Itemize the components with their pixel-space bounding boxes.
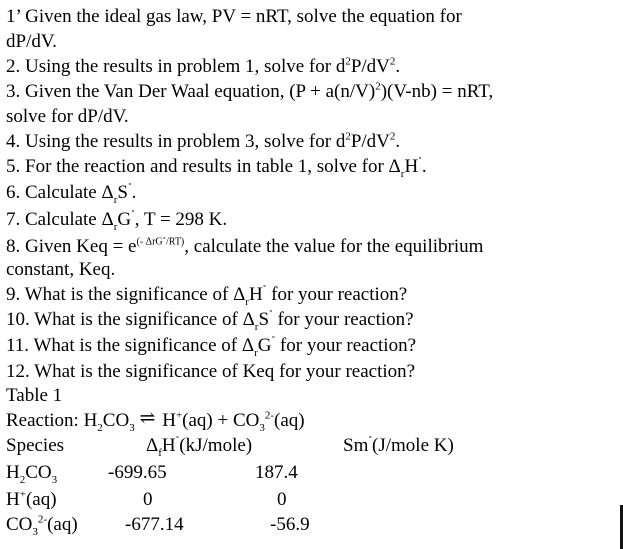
problem-number: 8. <box>6 236 21 257</box>
subscript: r <box>254 346 258 359</box>
problem-text: Calculate Δ <box>25 182 114 203</box>
problem-text: P/dV <box>350 56 390 77</box>
reaction-label: Reaction: <box>6 410 84 431</box>
table-title: Table 1 <box>6 385 63 406</box>
problem-1-continued <box>6 31 57 53</box>
problem-number: 10. <box>6 309 30 330</box>
problem-text: Using the results in problem 1, solve for d <box>25 56 346 77</box>
formula: (aq) <box>274 410 305 431</box>
superscript: 2 <box>345 130 351 143</box>
superscript: 2 <box>345 55 351 68</box>
problem-text: for your reaction? <box>266 284 408 305</box>
symbol: Sm <box>343 435 369 456</box>
problem-number: 3. <box>6 81 21 102</box>
problem-8 <box>6 236 483 258</box>
superscript: + <box>175 409 183 422</box>
problem-3-continued <box>6 106 129 128</box>
table-row-entropy: 187.4 <box>255 462 298 483</box>
superscript: 2- <box>37 513 48 526</box>
subscript: f <box>158 446 162 459</box>
subscript: 3 <box>32 525 38 538</box>
problem-text: Given the ideal gas law, PV = nRT, solve the equation for <box>25 6 462 27</box>
formula: H <box>83 410 98 431</box>
formula: CO <box>25 462 52 483</box>
problem-10 <box>6 309 414 331</box>
problem-text: Using the results in problem 3, solve for d <box>25 131 346 152</box>
subscript: r <box>113 220 118 233</box>
formula: H <box>6 462 20 483</box>
table-row-enthalpy: 0 <box>143 489 153 510</box>
problem-text: Given the Van Der Waal equation, (P + a(n/V) <box>25 81 376 102</box>
symbol: G <box>117 209 132 230</box>
reaction-equation <box>6 410 305 432</box>
table-row-species <box>6 462 57 484</box>
symbol: S <box>258 309 270 330</box>
subscript: 2 <box>19 473 26 486</box>
degree-mark: ˚ <box>368 434 373 447</box>
degree-mark: ˚ <box>418 155 422 168</box>
problem-text: , T = 298 K. <box>134 209 228 230</box>
formula: H <box>6 489 20 510</box>
problem-12 <box>6 361 415 383</box>
superscript: 2 <box>389 130 396 143</box>
header-enthalpy <box>146 435 252 457</box>
subscript: r <box>254 320 259 333</box>
problem-5 <box>6 156 427 178</box>
problem-number: 7. <box>6 209 21 230</box>
problem-text: Given Keq = e <box>25 236 137 257</box>
table-row-entropy: -56.9 <box>270 514 310 535</box>
delta-symbol: Δ <box>146 435 159 456</box>
problem-number: 5. <box>6 156 21 177</box>
problem-number: 6. <box>6 182 21 203</box>
problem-11 <box>6 335 416 357</box>
formula: (aq) + CO <box>182 410 260 431</box>
symbol: H <box>161 435 176 456</box>
table-row-species <box>6 489 57 511</box>
formula: (aq) <box>47 514 78 535</box>
subscript: r <box>245 295 249 308</box>
header-entropy <box>343 435 454 457</box>
problem-text: What is the significance of Δ <box>24 284 246 305</box>
subscript: 3 <box>259 421 265 434</box>
problem-text: , calculate the value for the equilibrium <box>184 236 484 257</box>
unit: (kJ/mole) <box>179 435 253 456</box>
table-row-enthalpy: -699.65 <box>108 462 167 483</box>
problem-text: constant, Keq. <box>6 259 116 280</box>
formula: CO <box>102 410 130 431</box>
problem-6 <box>6 182 136 204</box>
problem-text: dP/dV. <box>6 31 57 52</box>
symbol: G <box>257 335 272 356</box>
degree-mark: ˚ <box>127 181 132 194</box>
table-row-entropy: 0 <box>277 489 287 510</box>
symbol: H <box>404 156 419 177</box>
superscript: 2 <box>389 55 396 68</box>
problem-text: for your reaction? <box>275 335 417 356</box>
degree-mark: ˚ <box>269 308 273 321</box>
problem-9 <box>6 284 407 306</box>
problem-text: . <box>395 56 401 77</box>
degree-mark: ˚ <box>175 434 180 447</box>
problem-number: 4. <box>6 131 21 152</box>
problem-number: 2. <box>6 56 21 77</box>
superscript: 2- <box>264 409 275 422</box>
subscript: 2 <box>97 421 103 434</box>
formula: CO <box>6 514 33 535</box>
symbol: H <box>248 284 263 305</box>
problem-4 <box>6 131 400 153</box>
exponent: (- ΔrG˚/RT) <box>136 236 185 248</box>
subscript: r <box>113 193 118 206</box>
unit: (J/mole K) <box>372 435 454 456</box>
problem-2 <box>6 56 400 78</box>
problem-text: For the reaction and results in table 1, solve for Δ <box>25 156 401 177</box>
formula: H <box>157 410 176 431</box>
superscript: + <box>19 488 26 501</box>
degree-mark: ˚ <box>271 334 276 347</box>
formula: (aq) <box>25 489 57 510</box>
problem-3 <box>6 81 493 103</box>
problem-text: . <box>131 182 137 203</box>
problem-text: What is the significance of Δ <box>34 309 255 330</box>
problem-text: solve for dP/dV. <box>6 106 129 127</box>
problem-number: 11. <box>6 335 30 356</box>
degree-mark: ˚ <box>131 208 135 221</box>
problem-number: 9. <box>6 284 21 305</box>
subscript: r <box>400 167 405 180</box>
table-row-enthalpy: -677.14 <box>125 514 184 535</box>
problem-7 <box>6 209 227 231</box>
problem-1 <box>6 6 462 28</box>
problem-text: P/dV <box>350 131 390 152</box>
problem-text: . <box>395 131 401 152</box>
degree-mark: ˚ <box>262 283 267 296</box>
problem-text: What is the significance of Δ <box>33 335 255 356</box>
equilibrium-arrow-icon: ⇌ <box>139 408 156 429</box>
problem-text: What is the significance of Keq for your reaction? <box>34 361 416 382</box>
problem-8-continued <box>6 259 115 281</box>
problem-number: 1’ <box>6 6 21 27</box>
problem-text: for your reaction? <box>272 309 414 330</box>
problem-text: )(V-nb) = nRT, <box>380 81 494 102</box>
problem-text: . <box>421 156 427 177</box>
subscript: 3 <box>51 473 58 486</box>
problem-text: Calculate Δ <box>25 209 114 230</box>
symbol: S <box>117 182 128 203</box>
subscript: 3 <box>129 421 135 434</box>
superscript: 2 <box>375 80 381 93</box>
header-species: Species <box>6 435 65 456</box>
problem-number: 12. <box>6 361 30 382</box>
table-row-species <box>6 514 78 536</box>
